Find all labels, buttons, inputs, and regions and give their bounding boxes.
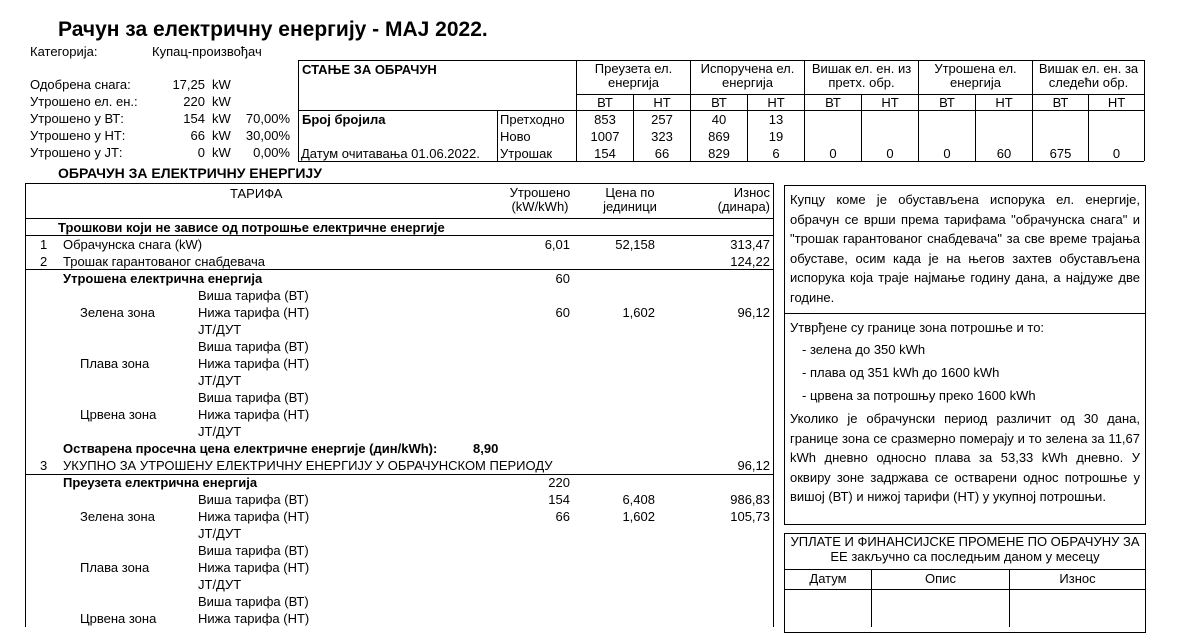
status-cell: 0 xyxy=(829,146,837,161)
zone-blue: Плава зона xyxy=(80,560,150,575)
tariff-vt: Виша тарифа (ВТ) xyxy=(198,390,309,405)
tariff-vt: Виша тарифа (ВТ) xyxy=(198,543,309,558)
tariff-nt: Нижа тарифа (НТ) xyxy=(198,407,310,422)
note-zone-blue: - плава од 351 kWh до 1600 kWh xyxy=(802,365,1000,380)
tariff-nt: Нижа тарифа (НТ) xyxy=(198,356,310,371)
summary-label: Одобрена снага: xyxy=(30,77,131,92)
vt-header: ВТ xyxy=(939,95,955,110)
zone-blue: Плава зона xyxy=(80,356,150,371)
item-number: 1 xyxy=(40,237,48,252)
summary-value: 66 xyxy=(190,128,205,143)
consumed-heading: Утрошена електрична енергија xyxy=(63,271,263,286)
tariff-nt: Нижа тарифа (НТ) xyxy=(198,560,310,575)
taken-nt-amount: 105,73 xyxy=(730,509,770,524)
taken-heading: Преузета електрична енергија xyxy=(63,475,258,490)
status-cell: 66 xyxy=(654,146,670,161)
zone-red: Црвена зона xyxy=(80,407,157,422)
item-amount: 124,22 xyxy=(730,254,770,269)
status-cell: 154 xyxy=(594,146,616,161)
taken-nt-used: 66 xyxy=(555,509,570,524)
item-number: 2 xyxy=(40,254,48,269)
summary-value: 17,25 xyxy=(172,77,205,92)
summary-unit: kW xyxy=(212,128,231,143)
summary-label: Утрошено у ВТ: xyxy=(30,111,124,126)
taken-total: 220 xyxy=(548,475,570,490)
payments-title: УПЛАТЕ И ФИНАНСИЈСКЕ ПРОМЕНЕ ПО ОБРАЧУНУ ЗА ЕЕ закључно са последњим даном у месецу xyxy=(790,534,1140,564)
tariff-jt: ЈТ/ДУТ xyxy=(198,322,242,337)
zone-green: Зелена зона xyxy=(80,509,155,524)
payments-col-amount: Износ xyxy=(1059,571,1096,586)
col-tariff: ТАРИФА xyxy=(230,186,283,201)
summary-label: Утрошено ел. ен.: xyxy=(30,94,138,109)
status-group-header: Вишак ел. ен. за следећи обр. xyxy=(1038,61,1139,90)
tariff-jt: ЈТ/ДУТ xyxy=(198,424,242,439)
reading-date: Датум очитавања 01.06.2022. xyxy=(301,146,480,161)
vt-header: ВТ xyxy=(1052,95,1069,110)
summary-value: 154 xyxy=(183,111,205,126)
note-period: Уколико је обрачунски период различит од 30 дана, границе зона се сразмерно померају и то зелена за 11,67 kWh дневно односно плава за 53,33 kWh дневно. У оквиру зоне задржава се остварени однос потрошње у вишој (ВТ) и нижој тарифи (НТ) у укупној потрошњи. xyxy=(790,411,1140,504)
status-cell: 6 xyxy=(772,146,780,161)
status-row-label: Претходно xyxy=(500,112,565,127)
summary-unit: kW xyxy=(212,145,231,160)
status-cell: 323 xyxy=(651,129,673,144)
note-zone-red: - црвена за потрошњу преко 1600 kWh xyxy=(802,388,1036,403)
consumed-total: 60 xyxy=(555,271,570,286)
green-nt-used: 60 xyxy=(555,305,570,320)
tariff-nt: Нижа тарифа (НТ) xyxy=(198,509,310,524)
item-price: 52,158 xyxy=(615,237,655,252)
status-cell: 1007 xyxy=(590,129,620,144)
summary-value: 0 xyxy=(197,145,205,160)
status-row-label: Ново xyxy=(500,129,531,144)
summary-label: Утрошено у НТ: xyxy=(30,128,126,143)
summary-label: Утрошено у ЈТ: xyxy=(30,145,123,160)
item-label: Обрачунска снага (kW) xyxy=(63,237,203,252)
page-title: Рачун за електричну енергију - МАЈ 2022. xyxy=(58,18,488,41)
note-zones-intro: Утврђене су границе зона потрошње и то: xyxy=(790,320,1045,335)
summary-pct: 0,00% xyxy=(253,145,290,160)
tariff-nt: Нижа тарифа (НТ) xyxy=(198,305,310,320)
vt-header: ВТ xyxy=(711,95,727,110)
summary-unit: kW xyxy=(212,111,231,126)
taken-vt-amount: 986,83 xyxy=(730,492,770,507)
note-zone-green: - зелена до 350 kWh xyxy=(802,342,926,357)
status-group-header: Преузета ел. енергија xyxy=(594,61,673,90)
status-cell: 257 xyxy=(651,112,673,127)
tariff-jt: ЈТ/ДУТ xyxy=(198,373,242,388)
nt-header: НТ xyxy=(653,95,671,110)
nt-header: НТ xyxy=(1107,95,1126,110)
summary-pct: 70,00% xyxy=(245,111,290,126)
calc-heading: ОБРАЧУН ЗА ЕЛЕКТРИЧНУ ЕНЕРГИЈУ xyxy=(58,165,322,181)
fixed-costs-heading: Трошкови који не зависе од потрошње електричне енергије xyxy=(58,220,445,235)
item-label: УКУПНО ЗА УТРОШЕНУ ЕЛЕКТРИЧНУ ЕНЕРГИЈУ У ОБРАЧУНСКОМ ПЕРИОДУ xyxy=(63,458,553,473)
tariff-jt: ЈТ/ДУТ xyxy=(198,577,242,592)
tariff-nt: Нижа тарифа (НТ) xyxy=(198,611,310,626)
status-row-label: Утрошак xyxy=(500,146,553,161)
status-cell: 13 xyxy=(768,112,784,127)
status-cell: 0 xyxy=(886,146,894,161)
zone-green: Зелена зона xyxy=(80,305,155,320)
zone-red: Црвена зона xyxy=(80,611,157,626)
summary-pct: 30,00% xyxy=(245,128,290,143)
nt-header: НТ xyxy=(881,95,899,110)
summary-unit: kW xyxy=(212,94,231,109)
status-group-header: Вишак ел. ен. из претх. обр. xyxy=(811,61,912,90)
tariff-vt: Виша тарифа (ВТ) xyxy=(198,288,309,303)
status-group-header: Испоручена ел. енергија xyxy=(700,61,795,90)
status-cell: 60 xyxy=(996,146,1012,161)
item-number: 3 xyxy=(40,458,48,473)
category-value: Купац-произвођач xyxy=(152,44,262,59)
green-nt-price: 1,602 xyxy=(622,305,655,320)
col-price: Цена по јединици xyxy=(603,185,657,214)
status-cell: 829 xyxy=(708,146,730,161)
taken-nt-price: 1,602 xyxy=(622,509,655,524)
status-cell: 675 xyxy=(1049,146,1072,161)
item-amount: 313,47 xyxy=(730,237,770,252)
green-nt-amount: 96,12 xyxy=(737,305,770,320)
summary-unit: kW xyxy=(212,77,231,92)
taken-vt-price: 6,408 xyxy=(622,492,655,507)
status-cell: 0 xyxy=(943,146,951,161)
status-cell: 853 xyxy=(594,112,616,127)
item-amount: 96,12 xyxy=(737,458,770,473)
taken-vt-used: 154 xyxy=(548,492,570,507)
status-cell: 0 xyxy=(1112,146,1121,161)
payments-col-desc: Опис xyxy=(925,571,956,586)
status-header: СТАЊЕ ЗА ОБРАЧУН xyxy=(302,62,437,77)
payments-col-date: Датум xyxy=(809,571,847,586)
status-group-header: Утрошена ел. енергија xyxy=(934,61,1017,90)
vt-header: ВТ xyxy=(597,95,613,110)
col-amount: Износ (динара) xyxy=(717,185,770,214)
status-cell: 40 xyxy=(711,112,727,127)
vt-header: ВТ xyxy=(825,95,841,110)
item-used: 6,01 xyxy=(544,237,570,252)
tariff-vt: Виша тарифа (ВТ) xyxy=(198,594,309,609)
col-used: Утрошено (kW/kWh) xyxy=(509,185,571,214)
tariff-vt: Виша тарифа (ВТ) xyxy=(198,339,309,354)
tariff-jt: ЈТ/ДУТ xyxy=(198,526,242,541)
meter-label: Број бројила xyxy=(302,112,386,127)
nt-header: НТ xyxy=(995,95,1013,110)
note-suspension: Купцу коме је обустављена испорука ел. енергије, обрачун се врши према тарифама "обрачунска снага" и "трошак гарантованог снабдевача" за све време трајања обуставе, осим када је на његов захтев обустављена испорука која траје најмање годину дана, а најдуже две године. xyxy=(790,192,1140,305)
status-cell: 869 xyxy=(708,129,730,144)
avg-price-value: 8,90 xyxy=(473,441,499,456)
nt-header: НТ xyxy=(767,95,785,110)
category-label: Категорија: xyxy=(30,44,98,59)
item-label: Трошак гарантованог снабдевача xyxy=(63,254,266,269)
summary-value: 220 xyxy=(183,94,205,109)
tariff-vt: Виша тарифа (ВТ) xyxy=(198,492,309,507)
avg-price-label: Остварена просечна цена електричне енергије (дин/kWh): xyxy=(63,441,438,456)
status-cell: 19 xyxy=(768,129,784,144)
